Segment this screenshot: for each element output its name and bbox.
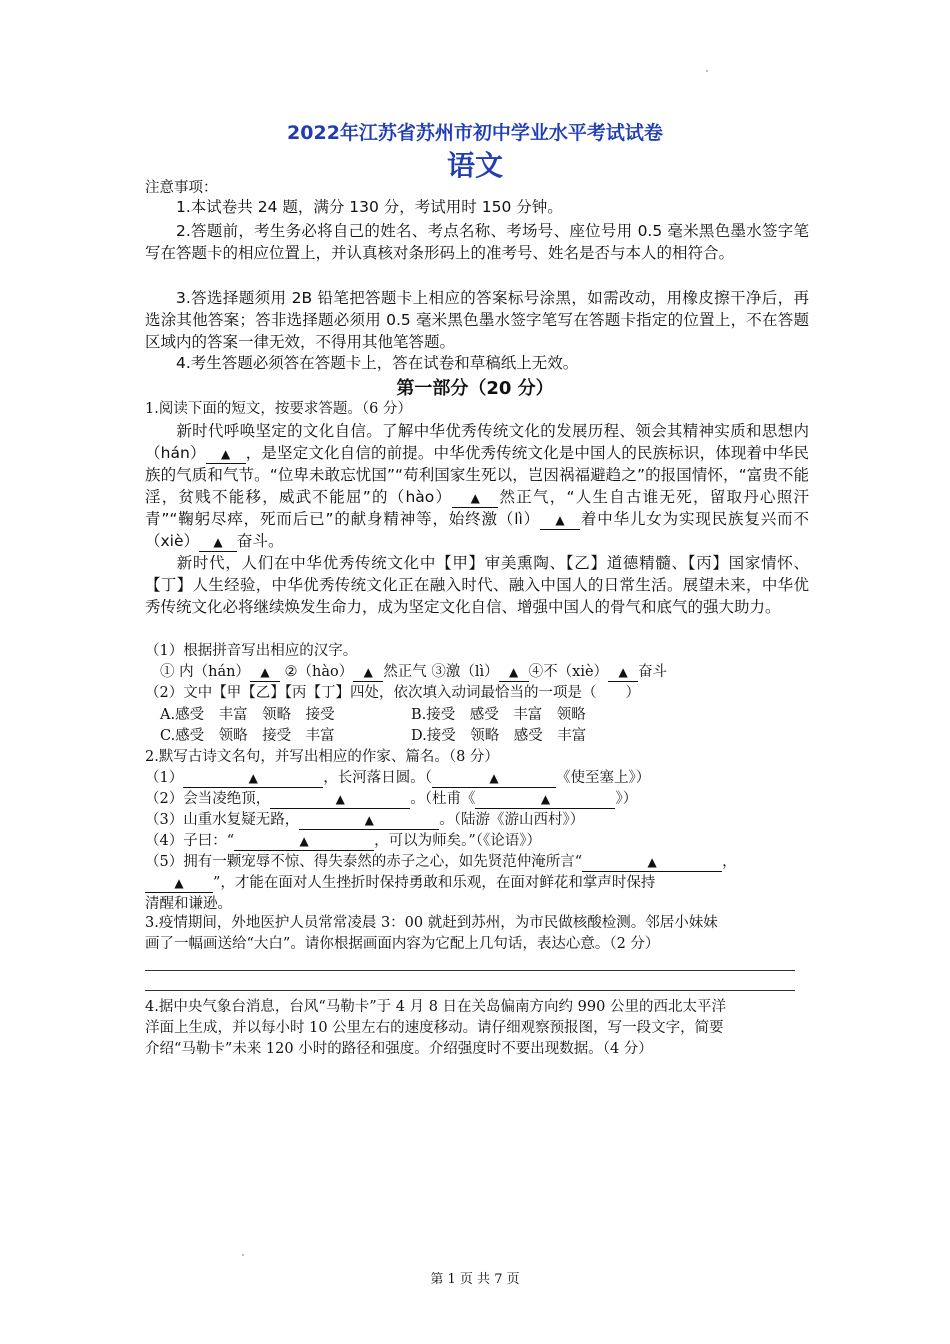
q2-line-2: （2）会当凌绝顶， ▲ 。（杜甫《 ▲ 》） (145, 791, 638, 807)
notice-heading: 注意事项： (145, 180, 218, 196)
notice-item-1: 1.本试卷共 24 题，满分 130 分，考试用时 150 分钟。 (176, 198, 563, 216)
q1-stem: 1.阅读下面的短文，按要求答题。（6 分） (145, 401, 412, 417)
passage-paragraph-1: 新时代呼唤坚定的文化自信。了解中华优秀传统文化的发展历程、领会其精神实质和思想内（hán） ▲ ，是坚定文化自信的前提。中华优秀传统文化是中国人的民族标识，体现着中华民族的气质和气节。“位卑未敢忘忧国”“苟利国家生死以，岂因祸福避趋之”的报国情怀，“富贵不能淫，贫贱不能移，威武不能屈”的（hào） ▲ 然正气，“人生自古谁无死，留取丹心照汗青”“鞠躬尽瘁，死而后已”的献身精神等，始终激（lì） ▲ 着中华儿女为实现民族复兴而不（xiè） ▲ 奋斗。 (145, 422, 809, 550)
passage-paragraph-2: 新时代，人们在中华优秀传统文化中【甲】审美熏陶、【乙】道德精髓、【丙】国家情怀、【丁】人生经验，中华优秀传统文化正在融入时代、融入中国人的日常生活。展望未来，中华优秀传统文化必将继续焕发生命力，成为坚定文化自信、增强中国人的骨气和底气的强大助力。 (145, 554, 809, 616)
q2-line-5: （5）拥有一颗宠辱不惊、得失泰然的赤子之心，如先贤范仲淹所言“ ▲ ， (145, 854, 737, 870)
q2-line-5-end: 清醒和谦逊。 (145, 896, 232, 912)
q2-stem: 2.默写古诗文名句，并写出相应的作家、篇名。（8 分） (145, 749, 499, 765)
q2-line-3: （3）山重水复疑无路， ▲ 。（陆游《游山西村》） (145, 812, 585, 828)
scan-dot (242, 1254, 244, 1256)
q1-2-option-a: A.感受 丰富 领略 接受 (160, 707, 335, 723)
q1-1-stem: （1）根据拼音写出相应的汉字。 (145, 643, 358, 659)
q4-line-2: 洋面上生成，并以每小时 10 公里左右的速度移动。请仔细观察预报图，写一段文字，简要 (145, 1020, 724, 1036)
exam-title: 2022年江苏省苏州市初中学业水平考试试卷 (287, 122, 663, 144)
scan-dot (706, 70, 708, 72)
notice-item-2: 2.答题前，考生务必将自己的姓名、考点名称、考场号、座位号用 0.5 毫米黑色墨水签字笔写在答题卡的相应位置上，并认真核对条形码上的准考号、姓名是否与本人的相符合。 (145, 222, 809, 262)
q1-2-option-b: B.接受 感受 丰富 领略 (411, 707, 586, 723)
q3-line-1: 3.疫情期间，外地医护人员常常凌晨 3：00 就赶到苏州，为市民做核酸检测。邻居小妹妹 (145, 915, 718, 931)
part1-heading: 第一部分（20 分） (396, 378, 554, 399)
q1-2-option-d: D.接受 领略 感受 丰富 (411, 728, 587, 744)
answer-line-2 (145, 990, 795, 991)
q2-line-4: （4）子曰：“ ▲ ，可以为师矣。”（《论语》） (145, 833, 542, 849)
q3-line-2: 画了一幅画送给“大白”。请你根据画面内容为它配上几句话，表达心意。（2 分） (145, 936, 660, 952)
q2-line-5-cont: ▲ ”，才能在面对人生挫折时保持勇敢和乐观，在面对鲜花和掌声时保持 (145, 873, 655, 894)
q4-line-3: 介绍“马勒卡”未来 120 小时的路径和强度。介绍强度时不要出现数据。（4 分） (145, 1041, 653, 1057)
q4-line-1: 4.据中央气象台消息，台风“马勒卡”于 4 月 8 日在关岛偏南方向约 990 公里的西北太平洋 (145, 999, 726, 1015)
q1-2-option-c: C.感受 领略 接受 丰富 (160, 728, 335, 744)
q1-2-stem: （2）文中【甲【乙】【丙【丁】四处，依次填入动词最恰当的一项是（ ） (145, 685, 640, 701)
answer-line-1 (145, 970, 795, 971)
q2-line-1: （1） ▲ ，长河落日圆。（ ▲ 《使至塞上》） (145, 770, 651, 786)
notice-item-3: 3.答选择题须用 2B 铅笔把答题卡上相应的答案标号涂黑，如需改动，用橡皮擦干净后，再选涂其他答案；答非选择题必须用 0.5 毫米黑色墨水签字笔写在答题卡指定的位置上，不在答题区域内的答案一律无效，不得用其他笔答题。 (145, 289, 809, 351)
notice-item-4: 4.考生答题必须答在答题卡上，答在试卷和草稿纸上无效。 (176, 354, 579, 372)
q1-1-answers: ① 内（hán） ▲ ②（hào） ▲ 然正气 ③激（lì） ▲ ④不（xiè） ▲ 奋斗 (160, 664, 668, 680)
subject-title: 语文 (446, 149, 503, 182)
page-number: 第 1 页 共 7 页 (430, 1272, 520, 1287)
